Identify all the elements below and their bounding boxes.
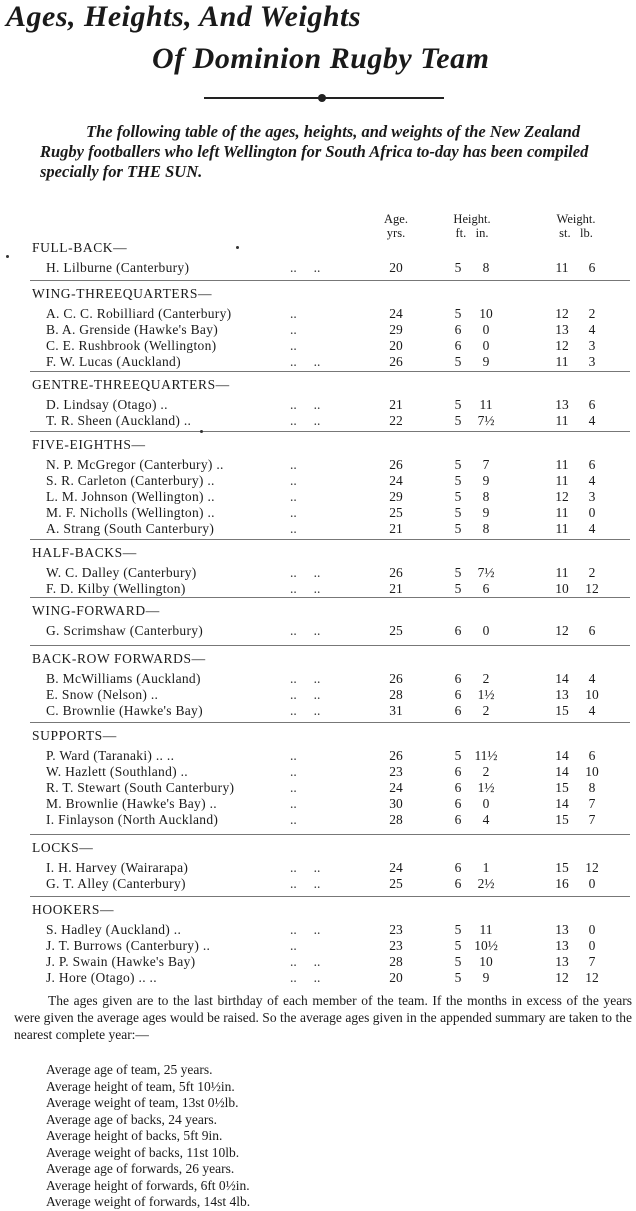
summary-line: Average age of team, 25 years.	[46, 1062, 213, 1077]
height-inches: 7½	[477, 413, 495, 428]
player-age: 21	[389, 521, 403, 536]
player-age: 21	[389, 397, 403, 412]
player-age: 24	[389, 780, 403, 795]
player-name: J. P. Swain (Hawke's Bay)	[46, 954, 196, 969]
weight-pounds: 4	[588, 703, 596, 718]
weight-pounds: 4	[588, 413, 596, 428]
section-divider	[30, 371, 630, 372]
column-header-weight	[540, 212, 612, 240]
height-inches: 9	[482, 970, 490, 985]
table-row	[0, 703, 636, 719]
summary-line: Average weight of forwards, 14st 4lb.	[46, 1194, 251, 1209]
weight-stone: 10	[555, 581, 569, 596]
height-inches: 1½	[477, 780, 495, 795]
table-row	[0, 354, 636, 370]
weight-stone: 12	[555, 970, 569, 985]
weight-stone: 14	[555, 748, 569, 763]
section-divider	[30, 431, 630, 432]
weight-pounds: 6	[588, 260, 596, 275]
table-row	[0, 322, 636, 338]
table-row	[0, 748, 636, 764]
print-speck	[200, 430, 203, 433]
weight-stone: 15	[555, 812, 569, 827]
table-row	[0, 796, 636, 812]
table-row	[0, 260, 636, 276]
weight-stone: 16	[555, 876, 569, 891]
weight-pounds: 6	[588, 457, 596, 472]
player-name: W. Hazlett (Southland) ..	[46, 764, 188, 779]
footnote-paragraph: The ages given are to the last birthday of each member of the team. If the months in excess of the years were given the average ages would be raised. So the average ages given in the appended summary are taken to the nearest complete year:—	[14, 993, 632, 1042]
weight-pounds: 8	[588, 780, 596, 795]
height-feet: 5	[454, 457, 462, 472]
player-name: S. Hadley (Auckland) ..	[46, 922, 182, 937]
section-heading: GENTRE-THREEQUARTERS—	[32, 377, 230, 392]
leader-dots: ..	[290, 521, 297, 536]
weight-stone: 11	[555, 521, 569, 536]
section-heading: HOOKERS—	[32, 902, 115, 917]
player-age: 23	[389, 764, 403, 779]
summary-line: Average height of team, 5ft 10½in.	[46, 1078, 235, 1094]
table-row	[0, 413, 636, 429]
player-age: 31	[389, 703, 403, 718]
height-feet: 5	[454, 748, 462, 763]
height-inches: 10½	[474, 938, 498, 953]
weight-stone: 11	[555, 457, 569, 472]
height-feet: 5	[454, 938, 462, 953]
height-feet: 6	[454, 780, 462, 795]
player-age: 26	[389, 565, 403, 580]
weight-stone: 12	[555, 489, 569, 504]
player-name: J. T. Burrows (Canterbury) ..	[46, 938, 211, 953]
column-header-weight-units: st. lb.	[559, 226, 593, 240]
height-inches: 7½	[477, 565, 495, 580]
leader-dots: .. ..	[290, 860, 321, 875]
weight-stone: 13	[555, 938, 569, 953]
table-row	[0, 764, 636, 780]
weight-pounds: 4	[588, 521, 596, 536]
player-age: 24	[389, 306, 403, 321]
weight-stone: 11	[555, 354, 569, 369]
height-feet: 6	[454, 671, 462, 686]
table-row	[0, 671, 636, 687]
weight-pounds: 10	[585, 687, 599, 702]
weight-stone: 11	[555, 260, 569, 275]
height-feet: 5	[454, 489, 462, 504]
height-feet: 5	[454, 260, 462, 275]
height-inches: 7	[482, 457, 490, 472]
summary-line: Average height of forwards, 6ft 0½in.	[46, 1177, 250, 1193]
weight-stone: 11	[555, 413, 569, 428]
weight-stone: 15	[555, 780, 569, 795]
weight-pounds: 3	[588, 338, 596, 353]
section-divider	[30, 722, 630, 723]
weight-stone: 14	[555, 796, 569, 811]
height-inches: 9	[482, 505, 490, 520]
leader-dots: .. ..	[290, 413, 321, 428]
leader-dots: .. ..	[290, 954, 321, 969]
weight-stone: 12	[555, 623, 569, 638]
height-feet: 5	[454, 397, 462, 412]
table-row	[0, 780, 636, 796]
leader-dots: .. ..	[290, 876, 321, 891]
player-name: F. D. Kilby (Wellington)	[46, 581, 186, 596]
player-age: 25	[389, 623, 403, 638]
weight-stone: 15	[555, 860, 569, 875]
section-heading: WING-FORWARD—	[32, 603, 160, 618]
weight-stone: 13	[555, 954, 569, 969]
player-age: 24	[389, 473, 403, 488]
leader-dots: ..	[290, 457, 297, 472]
player-name: W. C. Dalley (Canterbury)	[46, 565, 197, 580]
weight-pounds: 6	[588, 397, 596, 412]
section-heading: FIVE-EIGHTHS—	[32, 437, 146, 452]
height-inches: 4	[482, 812, 490, 827]
player-name: B. McWilliams (Auckland)	[46, 671, 201, 686]
weight-pounds: 12	[585, 970, 599, 985]
weight-pounds: 0	[588, 938, 596, 953]
height-inches: 0	[482, 338, 490, 353]
leader-dots: .. ..	[290, 703, 321, 718]
height-feet: 6	[454, 860, 462, 875]
weight-pounds: 0	[588, 876, 596, 891]
table-row	[0, 338, 636, 354]
leader-dots: ..	[290, 338, 297, 353]
weight-stone: 13	[555, 922, 569, 937]
height-inches: 10	[479, 954, 493, 969]
weight-stone: 14	[555, 671, 569, 686]
height-inches: 0	[482, 322, 490, 337]
table-row	[0, 860, 636, 876]
player-age: 29	[389, 489, 403, 504]
weight-stone: 14	[555, 764, 569, 779]
weight-pounds: 2	[588, 565, 596, 580]
player-name: H. Lilburne (Canterbury)	[46, 260, 190, 275]
summary-line: Average weight of backs, 11st 10lb.	[46, 1144, 240, 1160]
leader-dots: .. ..	[290, 397, 321, 412]
height-feet: 5	[454, 354, 462, 369]
weight-pounds: 6	[588, 748, 596, 763]
player-age: 26	[389, 671, 403, 686]
player-age: 26	[389, 457, 403, 472]
table-row	[0, 938, 636, 954]
height-feet: 6	[454, 703, 462, 718]
leader-dots: .. ..	[290, 687, 321, 702]
height-inches: 2	[482, 671, 490, 686]
height-feet: 6	[454, 796, 462, 811]
player-name: I. Finlayson (North Auckland)	[46, 812, 219, 827]
leader-dots: ..	[290, 306, 297, 321]
headline-line-1: Ages, Heights, And Weights	[6, 0, 362, 33]
table-row	[0, 306, 636, 322]
player-name: E. Snow (Nelson) ..	[46, 687, 159, 702]
table-row	[0, 876, 636, 892]
leader-dots: ..	[290, 780, 297, 795]
player-name: T. R. Sheen (Auckland) ..	[46, 413, 192, 428]
leader-dots: ..	[290, 473, 297, 488]
player-age: 28	[389, 812, 403, 827]
table-row	[0, 922, 636, 938]
table-row	[0, 457, 636, 473]
table-row	[0, 565, 636, 581]
height-feet: 5	[454, 565, 462, 580]
player-age: 24	[389, 860, 403, 875]
height-inches: 0	[482, 796, 490, 811]
player-age: 20	[389, 260, 403, 275]
summary-line: Average weight of team, 13st 0½lb.	[46, 1095, 239, 1110]
player-name: C. E. Rushbrook (Wellington)	[46, 338, 217, 353]
weight-stone: 11	[555, 505, 569, 520]
player-age: 21	[389, 581, 403, 596]
table-row	[0, 581, 636, 597]
player-age: 28	[389, 687, 403, 702]
weight-pounds: 7	[588, 796, 596, 811]
player-age: 30	[389, 796, 403, 811]
leader-dots: ..	[290, 938, 297, 953]
player-name: R. T. Stewart (South Canterbury)	[46, 780, 235, 795]
height-inches: 8	[482, 521, 490, 536]
table-row	[0, 687, 636, 703]
column-header-age-unit: yrs.	[386, 226, 406, 240]
height-inches: 8	[482, 260, 490, 275]
height-inches: 10	[479, 306, 493, 321]
column-header-height	[440, 212, 504, 240]
height-feet: 6	[454, 687, 462, 702]
section-divider	[30, 896, 630, 897]
weight-pounds: 3	[588, 489, 596, 504]
player-name: A. C. C. Robilliard (Canterbury)	[46, 306, 232, 321]
section-heading: HALF-BACKS—	[32, 545, 137, 560]
player-name: M. F. Nicholls (Wellington) ..	[46, 505, 215, 520]
table-row	[0, 970, 636, 986]
weight-pounds: 2	[588, 306, 596, 321]
weight-pounds: 0	[588, 505, 596, 520]
height-inches: 8	[482, 489, 490, 504]
height-feet: 5	[454, 413, 462, 428]
section-divider	[30, 645, 630, 646]
player-name: I. H. Harvey (Wairarapa)	[46, 860, 189, 875]
height-feet: 6	[454, 764, 462, 779]
height-inches: 2	[482, 703, 490, 718]
leader-dots: .. ..	[290, 581, 321, 596]
player-age: 20	[389, 970, 403, 985]
leader-dots: .. ..	[290, 671, 321, 686]
height-inches: 9	[482, 354, 490, 369]
rule-ornament	[318, 94, 326, 102]
player-age: 25	[389, 876, 403, 891]
height-inches: 0	[482, 623, 490, 638]
summary-line: Average age of forwards, 26 years.	[46, 1161, 235, 1176]
section-heading: FULL-BACK—	[32, 240, 128, 255]
leader-dots: ..	[290, 322, 297, 337]
column-header-height-units: ft. in.	[455, 226, 489, 240]
height-inches: 9	[482, 473, 490, 488]
leader-dots: ..	[290, 505, 297, 520]
weight-pounds: 7	[588, 954, 596, 969]
height-inches: 1½	[477, 687, 495, 702]
weight-pounds: 4	[588, 671, 596, 686]
player-age: 22	[389, 413, 403, 428]
leader-dots: .. ..	[290, 565, 321, 580]
height-feet: 5	[454, 970, 462, 985]
table-row	[0, 623, 636, 639]
weight-stone: 12	[555, 338, 569, 353]
height-inches: 1	[482, 860, 490, 875]
summary-line: Average age of backs, 24 years.	[46, 1111, 218, 1127]
table-row	[0, 505, 636, 521]
player-age: 20	[389, 338, 403, 353]
height-inches: 6	[482, 581, 490, 596]
section-heading: BACK-ROW FORWARDS—	[32, 651, 206, 666]
weight-pounds: 4	[588, 473, 596, 488]
player-name: B. A. Grenside (Hawke's Bay)	[46, 322, 219, 337]
column-header-age	[376, 212, 416, 240]
player-name: J. Hore (Otago) .. ..	[46, 970, 157, 985]
height-inches: 11	[479, 397, 493, 412]
height-inches: 2½	[477, 876, 495, 891]
leader-dots: ..	[290, 796, 297, 811]
weight-pounds: 7	[588, 812, 596, 827]
column-header-age-label: Age.	[384, 212, 408, 226]
player-age: 26	[389, 748, 403, 763]
height-feet: 6	[454, 338, 462, 353]
height-feet: 5	[454, 473, 462, 488]
height-inches: 2	[482, 764, 490, 779]
height-feet: 6	[454, 812, 462, 827]
height-inches: 11½	[474, 748, 498, 763]
height-feet: 5	[454, 505, 462, 520]
height-feet: 5	[454, 922, 462, 937]
section-heading: LOCKS—	[32, 840, 94, 855]
weight-pounds: 4	[588, 322, 596, 337]
player-age: 29	[389, 322, 403, 337]
table-row	[0, 954, 636, 970]
player-age: 26	[389, 354, 403, 369]
player-name: C. Brownlie (Hawke's Bay)	[46, 703, 203, 718]
weight-pounds: 0	[588, 922, 596, 937]
print-speck	[6, 255, 9, 258]
table-row	[0, 397, 636, 413]
leader-dots: .. ..	[290, 260, 321, 275]
height-feet: 6	[454, 623, 462, 638]
weight-stone: 13	[555, 397, 569, 412]
player-name: L. M. Johnson (Wellington) ..	[46, 489, 215, 504]
leader-dots: .. ..	[290, 354, 321, 369]
leader-dots: .. ..	[290, 970, 321, 985]
height-feet: 5	[454, 306, 462, 321]
height-feet: 6	[454, 876, 462, 891]
print-speck	[236, 246, 239, 249]
section-divider	[30, 834, 630, 835]
weight-stone: 11	[555, 473, 569, 488]
intro-paragraph: The following table of the ages, heights, and weights of the New Zealand Rugby footballers who left Wellington for South Africa to-day has been compiled specially for THE SUN.	[40, 122, 589, 181]
player-name: G. Scrimshaw (Canterbury)	[46, 623, 204, 638]
column-header-weight-label: Weight.	[556, 212, 596, 226]
player-age: 23	[389, 938, 403, 953]
weight-stone: 15	[555, 703, 569, 718]
player-name: G. T. Alley (Canterbury)	[46, 876, 186, 891]
height-inches: 11	[479, 922, 493, 937]
player-age: 23	[389, 922, 403, 937]
weight-stone: 13	[555, 687, 569, 702]
table-row	[0, 473, 636, 489]
height-feet: 5	[454, 581, 462, 596]
weight-stone: 12	[555, 306, 569, 321]
section-divider	[30, 539, 630, 540]
leader-dots: .. ..	[290, 922, 321, 937]
player-name: A. Strang (South Canterbury)	[46, 521, 215, 536]
table-row	[0, 489, 636, 505]
weight-stone: 11	[555, 565, 569, 580]
column-header-height-label: Height.	[453, 212, 491, 226]
player-name: F. W. Lucas (Auckland)	[46, 354, 181, 369]
height-feet: 6	[454, 322, 462, 337]
headline-line-2: Of Dominion Rugby Team	[152, 42, 490, 75]
weight-pounds: 12	[585, 581, 599, 596]
section-divider	[30, 597, 630, 598]
leader-dots: ..	[290, 748, 297, 763]
leader-dots: ..	[290, 489, 297, 504]
player-name: D. Lindsay (Otago) ..	[46, 397, 168, 412]
player-name: N. P. McGregor (Canterbury) ..	[46, 457, 224, 472]
section-heading: SUPPORTS—	[32, 728, 117, 743]
player-age: 25	[389, 505, 403, 520]
height-feet: 5	[454, 521, 462, 536]
weight-pounds: 3	[588, 354, 596, 369]
weight-pounds: 12	[585, 860, 599, 875]
averages-summary	[46, 1062, 250, 1211]
player-name: P. Ward (Taranaki) .. ..	[46, 748, 175, 763]
height-feet: 5	[454, 954, 462, 969]
table-row	[0, 812, 636, 828]
weight-stone: 13	[555, 322, 569, 337]
weight-pounds: 10	[585, 764, 599, 779]
leader-dots: .. ..	[290, 623, 321, 638]
leader-dots: ..	[290, 812, 297, 827]
section-heading: WING-THREEQUARTERS—	[32, 286, 213, 301]
summary-line: Average height of backs, 5ft 9in.	[46, 1128, 223, 1143]
leader-dots: ..	[290, 764, 297, 779]
section-divider	[30, 280, 630, 281]
player-name: M. Brownlie (Hawke's Bay) ..	[46, 796, 217, 811]
player-age: 28	[389, 954, 403, 969]
player-name: S. R. Carleton (Canterbury) ..	[46, 473, 215, 488]
table-row	[0, 521, 636, 537]
weight-pounds: 6	[588, 623, 596, 638]
